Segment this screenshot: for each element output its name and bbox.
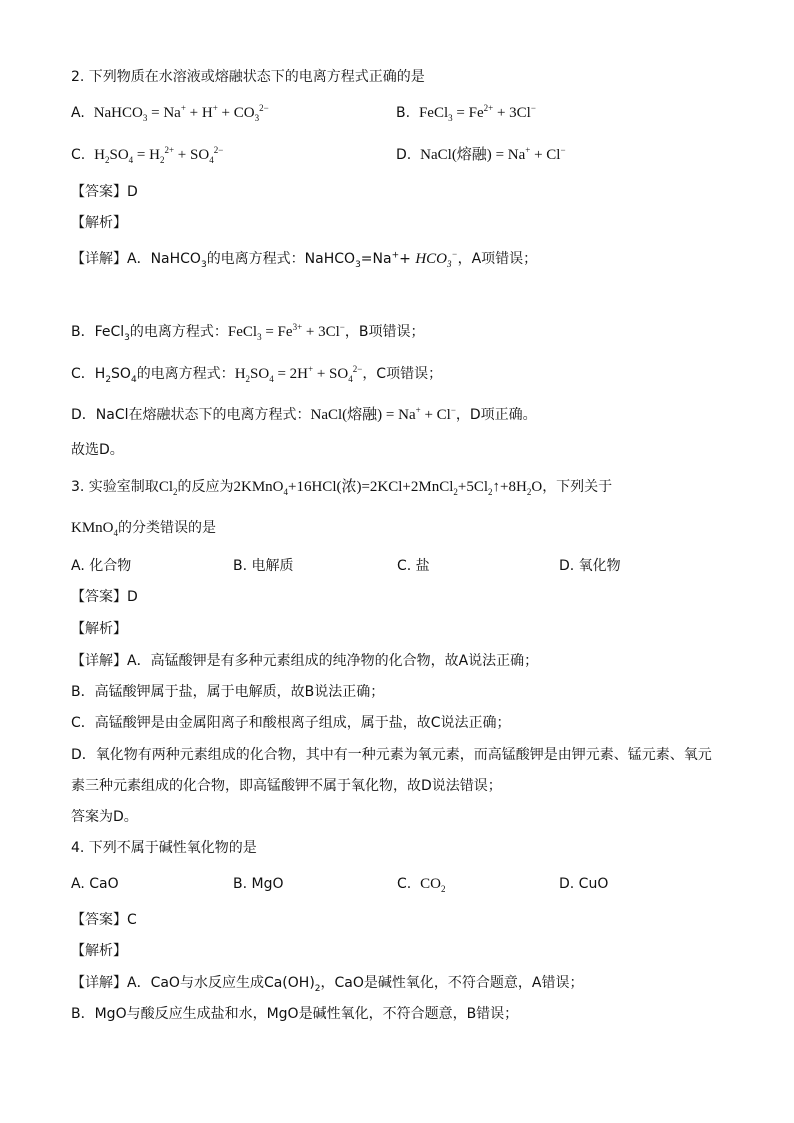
q2-detail-c: C．$H_2SO_4$的电离方程式：$H_2SO_4 = 2H^+ + SO_4^{2-}$，C项错误； [71,364,443,385]
q3-detail-line: 【详解】A．高锰酸钾是有多种元素组成的纯净物的化合物，故A说法正确； [71,653,539,669]
q3-detail-line: 答案为D。 [71,809,138,825]
q4-answer: 【答案】C [71,912,137,928]
q2-detail-b: B．FeCl$_3$的电离方程式：FeCl$_3$ = $Fe^{3+} + 3Cl^-$，B项错误； [71,322,425,343]
q3-analysis-heading: 【解析】 [71,621,127,637]
q3-option-a: A. 化合物 [71,558,132,574]
q2-option-b: B. FeCl$_3$ = $Fe^{2+} + 3Cl^-$ [396,103,536,123]
q2-stem: 2. 下列物质在水溶液或熔融状态下的电离方程式正确的是 [71,69,425,85]
q2-answer: 【答案】D [71,184,138,200]
q2-conclusion: 故选D。 [71,442,124,458]
q4-detail-a: 【详解】A．CaO与水反应生成$Ca(OH)_2$，CaO是碱性氧化，不符合题意，A错误； [71,975,584,994]
q2-option-d: D. NaCl(熔融) = Na+ + Cl− [396,145,566,163]
q3-answer: 【答案】D [71,589,138,605]
q3-detail-line: C．高锰酸钾是由金属阳离子和酸根离子组成，属于盐，故C说法正确； [71,715,511,731]
q4-option-b: B. MgO [233,876,284,892]
q3-option-c: C. 盐 [397,558,430,574]
q2-option-a: A. NaHCO$_3$ = $Na^+ + H^+ + CO_3^{2-}$ [71,103,269,123]
q4-detail-b: B．MgO与酸反应生成盐和水，MgO是碱性氧化，不符合题意，B错误； [71,1006,519,1022]
q3-detail-line: B．高锰酸钾属于盐，属于电解质，故B说法正确； [71,684,385,700]
q2-detail-d: D．NaCl在熔融状态下的电离方程式：NaCl(熔融) = Na+ + Cl−，D项正确。 [71,405,537,423]
q2-analysis-heading: 【解析】 [71,215,127,231]
q3-stem: 3. 实验室制取$Cl_2$的反应为2KMnO$_4$+16HCl(浓)$=2KCl+2MnCl_2+5Cl_2↑+8H_2O$，下列关于 [71,479,613,497]
q3-option-b: B. 电解质 [233,558,294,574]
q4-option-c: C. $CO_2$ [397,876,446,894]
q3-detail-line: D．氧化物有两种元素组成的化合物，其中有一种元素为氧元素，而高锰酸钾是由钾元素、锰元素、氧元 [71,747,712,763]
q3-detail-line: 素三种元素组成的化合物，即高锰酸钾不属于氧化物，故D说法错误； [71,778,502,794]
q4-analysis-heading: 【解析】 [71,943,127,959]
q3-stem-continued: KMnO$_4$的分类错误的是 [71,520,217,538]
q4-option-d: D. CuO [559,876,609,892]
q2-detail-a: 【详解】A．NaHCO$_3$的电离方程式：NaHCO$_3$=Na++ $HCO_3^-$，A项错误； [71,249,538,270]
q4-option-a: A. CaO [71,876,119,892]
q3-option-d: D. 氧化物 [559,558,621,574]
q4-stem: 4. 下列不属于碱性氧化物的是 [71,840,257,856]
q2-option-c: C. $H_2SO_4 = H_2^{2+} + SO_4^{2-}$ [71,145,224,165]
